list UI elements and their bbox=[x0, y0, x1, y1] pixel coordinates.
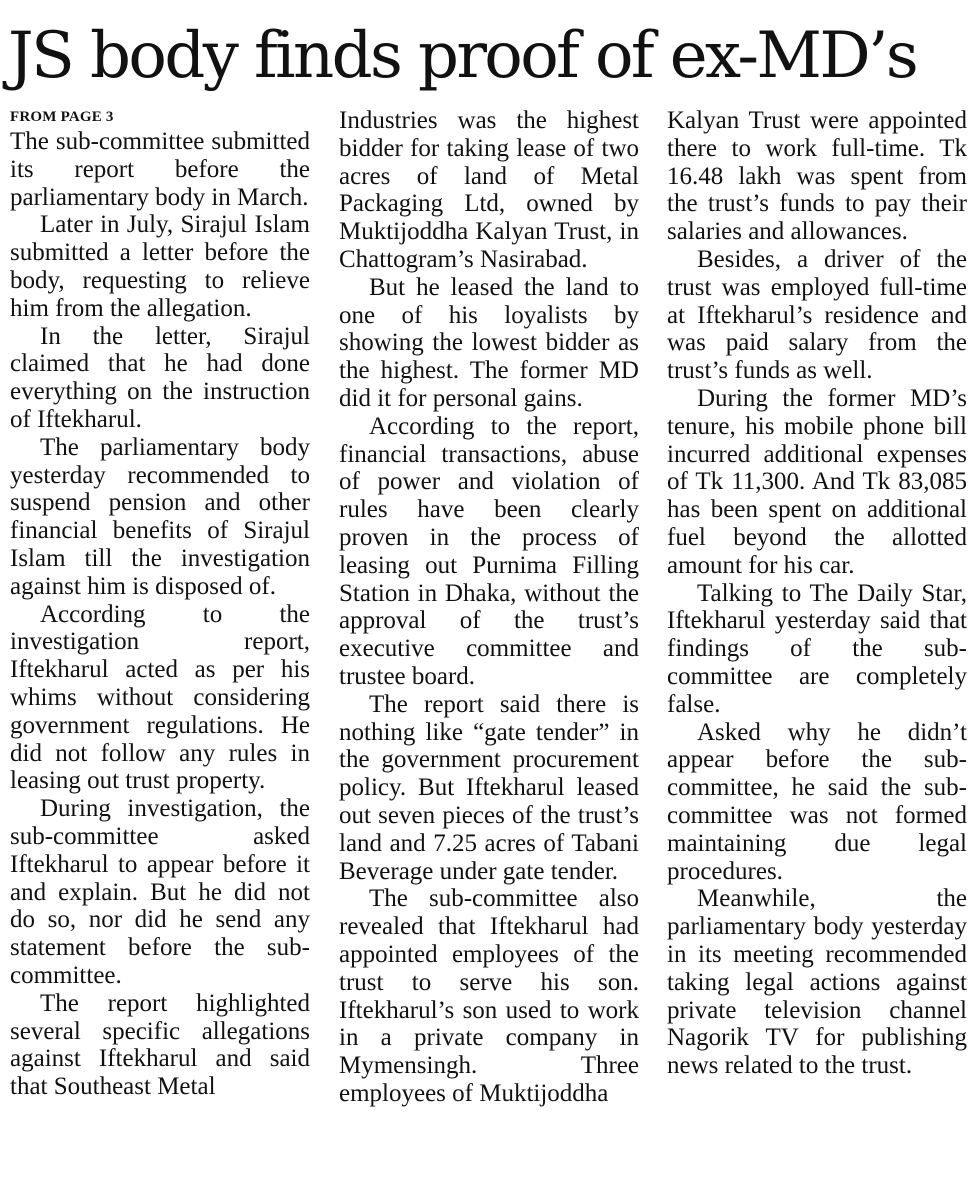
paragraph: In the letter, Sirajul claimed that he had done everything on the instruction of Iftekharul. bbox=[10, 322, 310, 433]
paragraph: Later in July, Sirajul Islam submitted a letter before the body, requesting to relieve him from the allegation. bbox=[10, 211, 310, 322]
paragraph: During investigation, the sub-committee asked Iftekharul to appear before it and explain. But he did not do so, nor did he send any statement before the sub-committee. bbox=[10, 795, 310, 989]
paragraph: The sub-committee also revealed that Iftekharul had appointed employees of the trust to serve his son. Iftekharul’s son used to work in a private company in Mymensingh. Three employees of Muktijoddha bbox=[339, 885, 639, 1107]
paragraph: Kalyan Trust were appointed there to work full-time. Tk 16.48 lakh was spent from the trust’s funds to pay their salaries and allowances. bbox=[667, 107, 967, 246]
paragraph: According to the report, financial transactions, abuse of power and violation of rules have been clearly proven in the process of leasing out Purnima Filling Station in Dhaka, without the approval of the trust’s executive committee and trustee board. bbox=[339, 412, 639, 690]
paragraph: Asked why he didn’t appear before the sub-committee, he said the sub-committee was not formed maintaining due legal procedures. bbox=[667, 718, 967, 885]
paragraph: The sub-committee submitted its report before the parliamentary body in March. bbox=[10, 128, 310, 211]
paragraph: The report said there is nothing like “gate tender” in the government procurement policy. But Iftekharul leased out seven pieces of the trust’s land and 7.25 acres of Tabani Beverage under gate tender. bbox=[339, 690, 639, 885]
continued-from-label: FROM PAGE 3 bbox=[10, 109, 114, 125]
paragraph: According to the investigation report, Iftekharul acted as per his whims without considering government regulations. He did not follow any rules in leasing out trust property. bbox=[10, 600, 310, 795]
paragraph: Meanwhile, the parliamentary body yesterday in its meeting recommended taking legal actions against private television channel Nagorik TV for publishing news related to the trust. bbox=[667, 885, 967, 1080]
paragraph: Talking to The Daily Star, Iftekharul yesterday said that findings of the sub-committee are completely false. bbox=[667, 579, 967, 718]
paragraph: Industries was the highest bidder for taking lease of two acres of land of Metal Packaging Ltd, owned by Muktijoddha Kalyan Trust, in Chattogram’s Nasirabad. bbox=[339, 107, 639, 273]
article-column-3 bbox=[667, 107, 967, 1080]
paragraph: During the former MD’s tenure, his mobile phone bill incurred additional expenses of Tk 11,300. And Tk 83,085 has been spent on additional fuel beyond the allotted amount for his car. bbox=[667, 384, 967, 579]
paragraph: But he leased the land to one of his loyalists by showing the lowest bidder as the highest. The former MD did it for personal gains. bbox=[339, 273, 639, 412]
paragraph: Besides, a driver of the trust was employed full-time at Iftekharul’s residence and was paid salary from the trust’s funds as well. bbox=[667, 245, 967, 385]
article-column-1 bbox=[10, 107, 310, 1101]
headline: JS body finds proof of ex-MD’s bbox=[8, 19, 917, 93]
paragraph: The parliamentary body yesterday recommended to suspend pension and other financial benefits of Sirajul Islam till the investigation against him is disposed of. bbox=[10, 433, 310, 600]
article-column-2 bbox=[339, 107, 639, 1108]
paragraph: The report highlighted several specific allegations against Iftekharul and said that Southeast Metal bbox=[10, 989, 310, 1101]
